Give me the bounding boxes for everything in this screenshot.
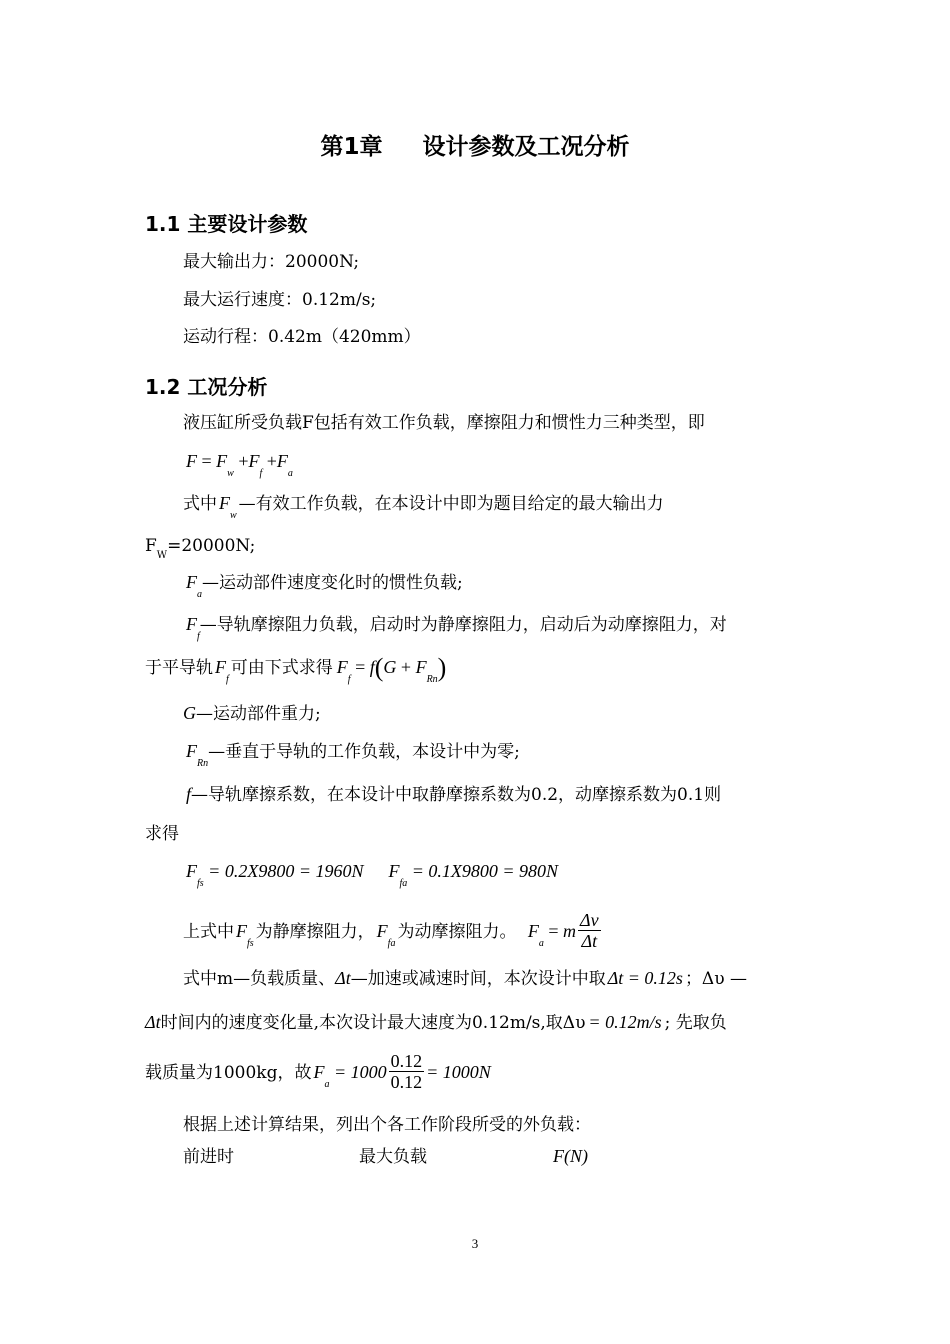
paragraph-frn-def: $F_{Rn}—$垂直于导轨的工作负载，本设计中为零;	[186, 741, 520, 769]
equation-friction-values: $F_{fs} = 0.2X9800 = 1960N$ $F_{fa} = 0.1X9800 = 980N$	[186, 861, 559, 889]
paragraph-ff-def: $F_f—$导轨摩擦阻力负载，启动时为静摩擦阻力，启动后为动摩擦阻力，对	[186, 614, 727, 642]
cell-stage: 前进时	[183, 1147, 234, 1167]
cell-force-unit: F(N)	[553, 1146, 588, 1166]
equation-total-load: $F = F_w +F_f +F_a$	[186, 451, 293, 479]
param-max-force: 最大输出力：20000N;	[183, 252, 360, 272]
paragraph-fa-def: $F_a—$运动部件速度变化时的惯性负载;	[186, 572, 463, 600]
paragraph-friction-meaning: 上式中 $F_{fs}$为静摩擦阻力， $F_{fa}$为动摩擦阻力。 $F_a = m$ $\frac{\Delta v}{\Delta t}$	[183, 910, 599, 951]
paragraph-load-types: 液压缸所受负载F包括有效工作负载，摩擦阻力和惯性力三种类型，即	[183, 413, 705, 433]
table-row-forward	[183, 1145, 588, 1168]
paragraph-mass-time: 式中m—负载质量、Δt—加速或减速时间，本次设计中取 Δt = 0.12s ；Δυ —	[183, 968, 747, 989]
paragraph-obtain: 求得	[145, 824, 179, 844]
cell-load: 最大负载	[359, 1147, 427, 1167]
paragraph-fw-value: $F_W=20000N$;	[145, 536, 256, 561]
paragraph-load-list: 根据上述计算结果，列出个各工作阶段所受的外负载：	[183, 1115, 591, 1135]
section-heading-1-1: 1.1 主要设计参数	[145, 212, 308, 236]
param-max-speed: 最大运行速度：0.12m/s;	[183, 290, 377, 310]
paragraph-fw-def: 式中 $F_w—$有效工作负载，在本设计中即为题目给定的最大输出力	[183, 493, 664, 521]
paragraph-g-def: G—运动部件重力;	[183, 703, 321, 724]
chapter-title	[0, 128, 950, 161]
paragraph-inertia-calc: 载质量为1000kg，故 $F_a = 1000$ $\frac{0.12}{0.12}$ = 1000N	[145, 1051, 491, 1092]
param-stroke: 运动行程：0.42m（420mm）	[183, 327, 421, 347]
page-number: 3	[471, 1236, 479, 1251]
paragraph-friction-coeff: f—导轨摩擦系数，在本设计中取静摩擦系数为0.2，动摩擦系数为0.1则	[186, 784, 722, 805]
chapter-number: 第1章	[320, 134, 383, 160]
paragraph-speed-change: Δt时间内的速度变化量,本次设计最大速度为0.12m/s,取Δυ = 0.12m/s ; 先取负	[145, 1012, 727, 1033]
chapter-name: 设计参数及工况分析	[422, 134, 630, 160]
section-heading-1-2: 1.2 工况分析	[145, 375, 268, 399]
paragraph-ff-formula: 于平导轨 $F_f$可由下式求得 $F_f = f(G + F_{Rn})$	[145, 653, 447, 685]
